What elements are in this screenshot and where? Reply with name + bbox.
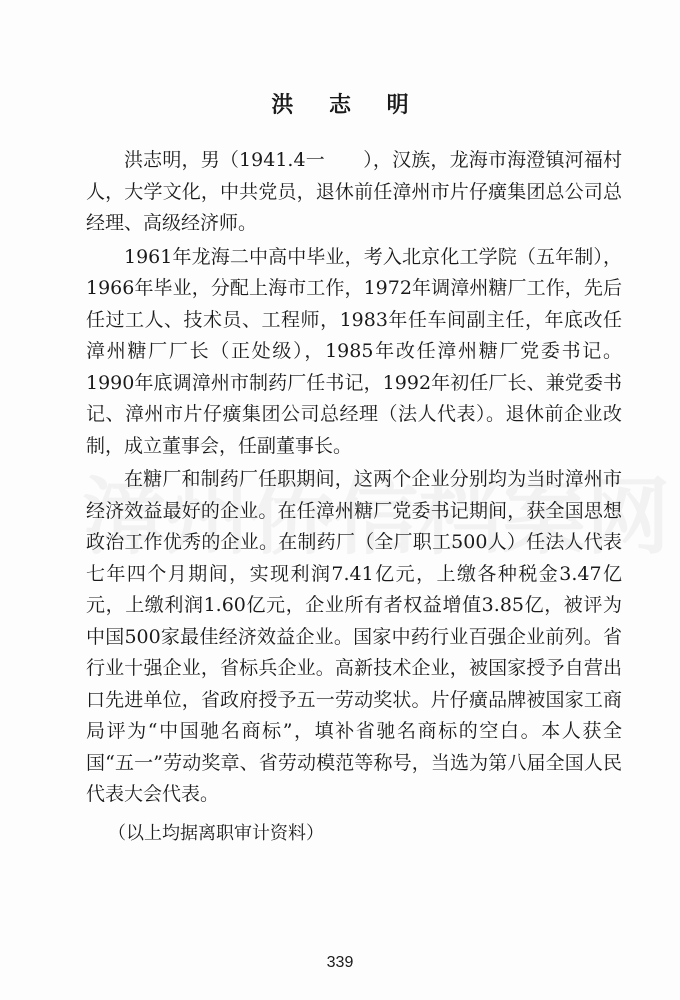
page-number: 339: [326, 954, 354, 971]
document-body: [86, 145, 622, 813]
paragraph-3: 在糖厂和制药厂任职期间，这两个企业分别均为当时漳州市经济效益最好的企业。在任漳州糖厂党委书记期间，获全国思想政治工作优秀的企业。在制药厂（全厂职工500人）任法人代表七年四个月期间，实现利润7.41亿元，上缴各种税金3.47亿元，上缴利润1.60亿元，企业所有者权益增值3.85亿，被评为中国500家最佳经济效益企业。国家中药行业百强企业前列。省行业十强企业，省标兵企业。高新技术企业，被国家授予自营出口先进单位，省政府授予五一劳动奖状。片仔癀品牌被国家工商局评为“中国驰名商标”，填补省驰名商标的空白。本人获全国“五一”劳动奖章、省劳动模范等称号，当选为第八届全国人民代表大会代表。: [86, 468, 622, 805]
page-title: 洪 志 明: [271, 93, 423, 118]
source-note: （以上均据离职审计资料）: [108, 823, 324, 844]
paragraph-1: 洪志明，男（1941.4一 ），汉族，龙海市海澄镇河福村人，大学文化，中共党员，退休前任漳州市片仔癀集团总公司总经理、高级经济师。: [86, 149, 622, 234]
paragraph-2: 1961年龙海二中高中毕业，考入北京化工学院（五年制），1966年毕业，分配上海市工作，1972年调漳州糖厂工作，先后任过工人、技术员、工程师，1983年任车间副主任，年底改任漳州糖厂厂长（正处级），1985年改任漳州糖厂党委书记。1990年底调漳州市制药厂任书记，1992年初任厂长、兼党委书记、漳州市片仔癀集团公司总经理（法人代表）。退休前企业改制，成立董事会，任副董事长。: [86, 245, 622, 457]
